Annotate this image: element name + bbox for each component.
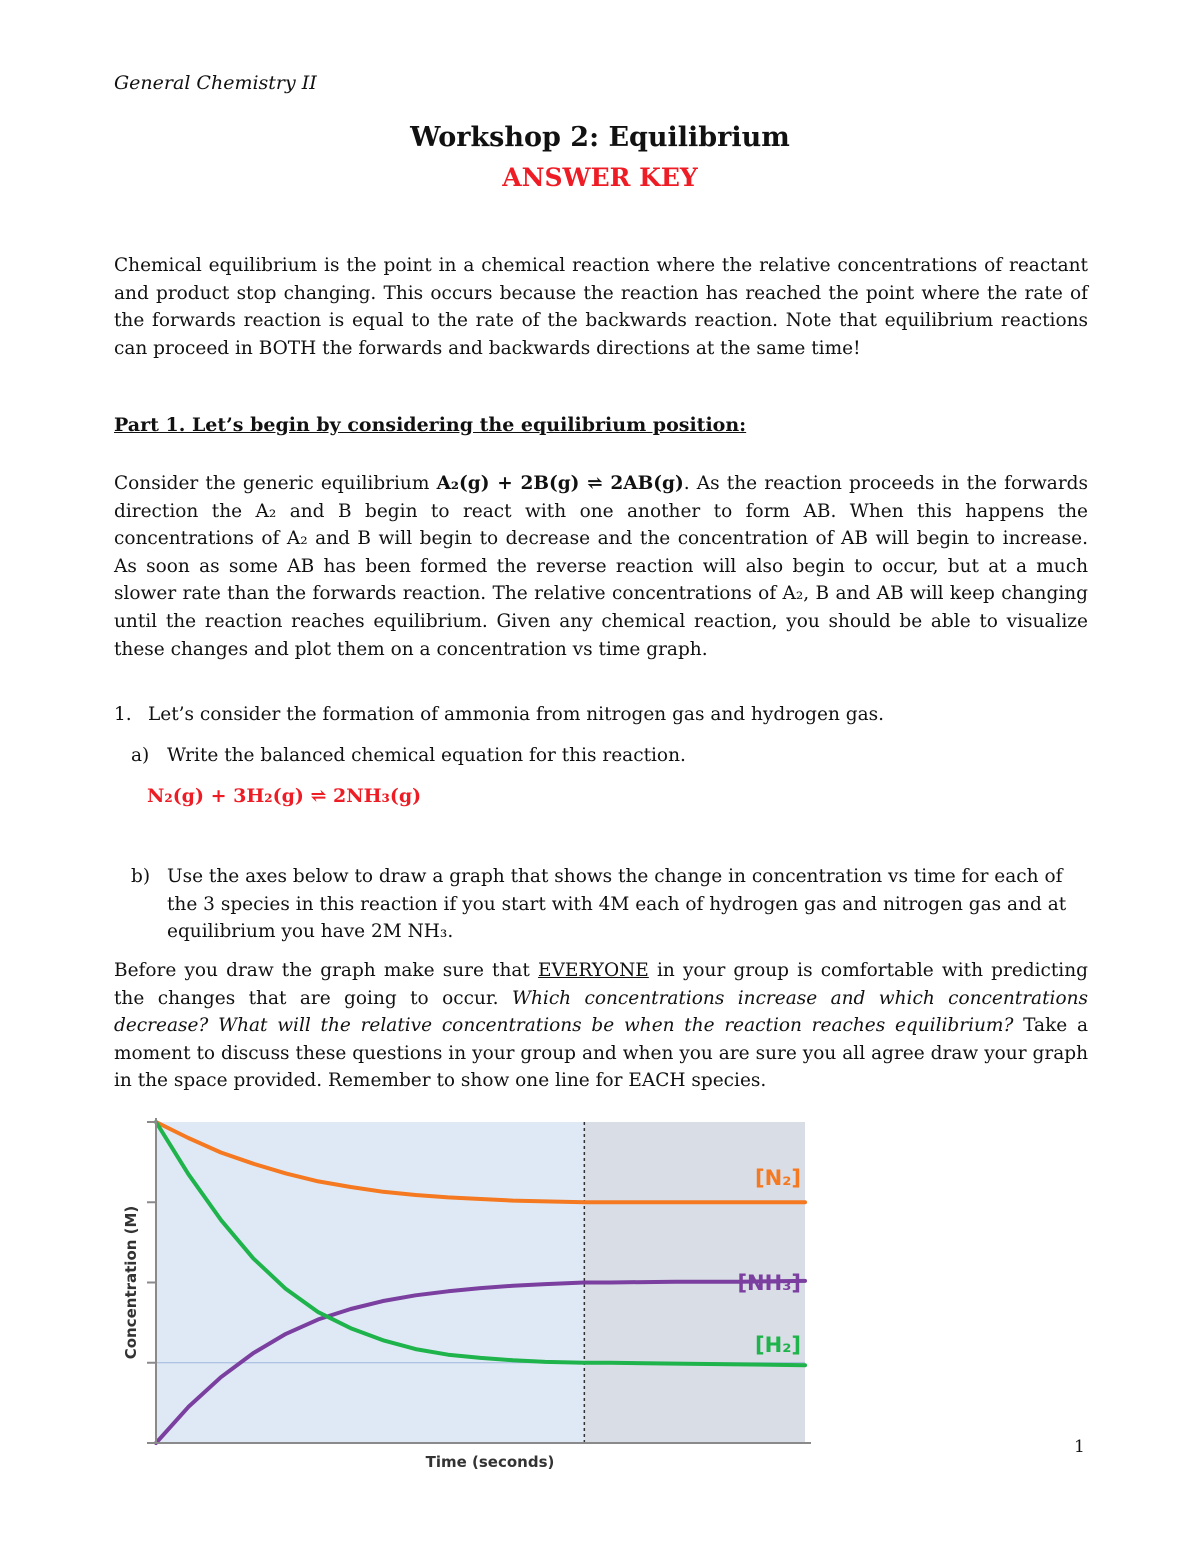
intro-paragraph: Chemical equilibrium is the point in a chemical reaction where the relative concentrations of reactant and product stop changing. This occurs because the reaction has reached the point where the rate of the forwards reaction is equal to the rate of the backwards reaction. Note that equilibrium reactions can proceed in BOTH the forwards and backwards directions at the same time! — [114, 255, 1088, 359]
series-label: [N₂] — [755, 1166, 801, 1190]
question-1-number: 1. — [114, 704, 132, 725]
page-title: Workshop 2: Equilibrium — [410, 122, 790, 153]
before-p1: Before you draw the graph make sure that — [114, 960, 530, 981]
pre-equilibrium-region — [156, 1122, 584, 1443]
question-1a-label: a) — [131, 745, 150, 766]
series-label: [NH₃] — [737, 1271, 801, 1295]
consider-lead: Consider the generic equilibrium — [114, 473, 430, 494]
question-1-text: Let’s consider the formation of ammonia from nitrogen gas and hydrogen gas. — [148, 704, 885, 725]
x-axis-label: Time (seconds) — [425, 1453, 555, 1471]
consider-rest: . As the reaction proceeds in the forwards direction the A₂ and B begin to react with one another to form AB. When this happens the concentrations of A₂ and B will begin to decrease and the concentration of AB will begin to increase. As soon as some AB has been formed the reverse reaction will also begin to occur, but at a much slower rate than the forwards reaction. The relative concentrations of A₂, B and AB will keep changing until the reaction reaches equilibrium. Given any chemical reaction, you should be able to visualize these changes and plot them on a concentration vs time graph. — [114, 473, 1089, 660]
before-p2: in your group is comfortable with predicting the changes that are going to occur. — [114, 960, 1088, 1009]
answer-key-subtitle: ANSWER KEY — [502, 163, 698, 192]
question-1a-answer: N₂(g) + 3H₂(g) ⇌ 2NH₃(g) — [147, 785, 422, 807]
page-number: 1 — [1074, 1437, 1085, 1457]
question-1a-text: Write the balanced chemical equation for this reaction. — [167, 745, 686, 766]
series-label: [H₂] — [755, 1333, 801, 1357]
question-1b-text: Use the axes below to draw a graph that shows the change in concentration vs time for each of the 3 species in this reaction if you start with 4M each of hydrogen gas and nitrogen gas and at equilibrium you have 2M NH₃. — [167, 866, 1067, 943]
before-p3: Take a moment to discuss these questions in your group and when you are sure you all agree draw your graph in the space provided. Remember to show one line for EACH species. — [114, 1015, 1088, 1092]
before-italic-questions: Which concentrations increase and which concentrations decrease? What will the relative concentrations be when the reaction reaches equilibrium? — [114, 987, 1088, 1037]
course-header: General Chemistry II — [114, 72, 317, 94]
everyone-word: EVERYONE — [538, 960, 649, 981]
y-axis-label: Concentration (M) — [122, 1205, 140, 1360]
generic-equation: A₂(g) + 2B(g) ⇌ 2AB(g) — [436, 473, 684, 494]
question-1b-label: b) — [131, 866, 151, 887]
part1-heading: Part 1. Let’s begin by considering the equilibrium position: — [114, 414, 747, 436]
